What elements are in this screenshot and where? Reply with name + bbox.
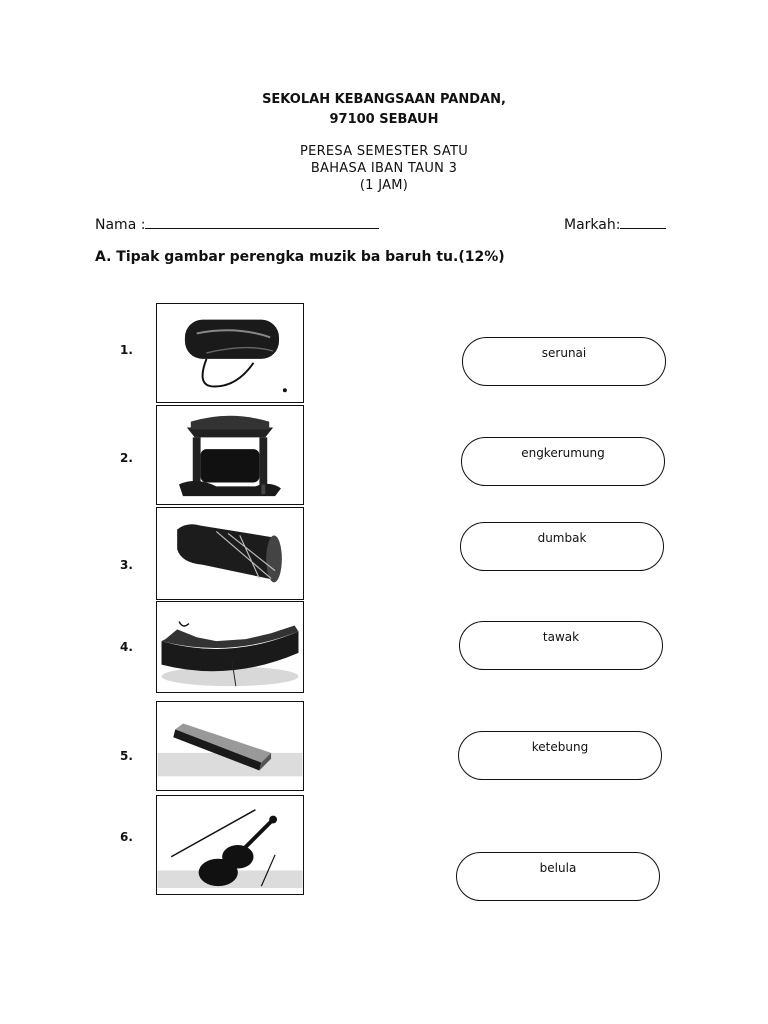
marks-blank-line[interactable]: [620, 214, 666, 229]
option-label: belula: [539, 861, 577, 875]
option-label: engkerumung: [521, 446, 605, 460]
picture-box-4[interactable]: [156, 601, 304, 693]
gong-set-icon: [157, 602, 303, 692]
school-address: 97100 SEBAUH: [329, 112, 439, 127]
name-blank-line[interactable]: [145, 214, 379, 229]
option-label: tawak: [542, 630, 580, 644]
picture-box-1[interactable]: [156, 303, 304, 403]
picture-box-5[interactable]: [156, 701, 304, 791]
marks-field[interactable]: [564, 214, 666, 233]
option-serunai[interactable]: [462, 337, 666, 386]
picture-number: 1.: [120, 343, 133, 357]
option-label: serunai: [541, 346, 587, 360]
option-engkerumung[interactable]: [461, 437, 665, 486]
picture-box-3[interactable]: [156, 507, 304, 600]
name-label: Nama :: [95, 217, 146, 233]
option-belula[interactable]: [456, 852, 660, 901]
option-ketebung[interactable]: [458, 731, 662, 780]
violin-icon: [157, 796, 303, 894]
option-dumbak[interactable]: [460, 522, 664, 571]
option-tawak[interactable]: [459, 621, 663, 670]
harmonica-icon: [157, 702, 303, 790]
marks-label: Markah:: [564, 217, 621, 233]
section-a-instruction: A. Tipak gambar perengka muzik ba baruh tu.(12%): [95, 249, 505, 265]
picture-number: 2.: [120, 451, 133, 465]
option-label: ketebung: [531, 740, 589, 754]
picture-number: 6.: [120, 830, 133, 844]
dumbak-drum-icon: [157, 508, 303, 599]
exam-duration: (1 JAM): [359, 178, 409, 193]
picture-box-6[interactable]: [156, 795, 304, 895]
school-name: SEKOLAH KEBANGSAAN PANDAN,: [262, 92, 506, 107]
picture-number: 3.: [120, 558, 133, 572]
picture-number: 4.: [120, 640, 133, 654]
exam-title: PERESA SEMESTER SATU: [299, 144, 469, 159]
picture-number: 5.: [120, 749, 133, 763]
subject-title: BAHASA IBAN TAUN 3: [310, 161, 458, 176]
school-header: [0, 90, 768, 130]
gong-stand-icon: [157, 406, 303, 504]
name-field[interactable]: [95, 214, 379, 233]
drum-strap-icon: [157, 304, 303, 402]
option-label: dumbak: [537, 531, 587, 545]
exam-header: [0, 143, 768, 194]
picture-box-2[interactable]: [156, 405, 304, 505]
